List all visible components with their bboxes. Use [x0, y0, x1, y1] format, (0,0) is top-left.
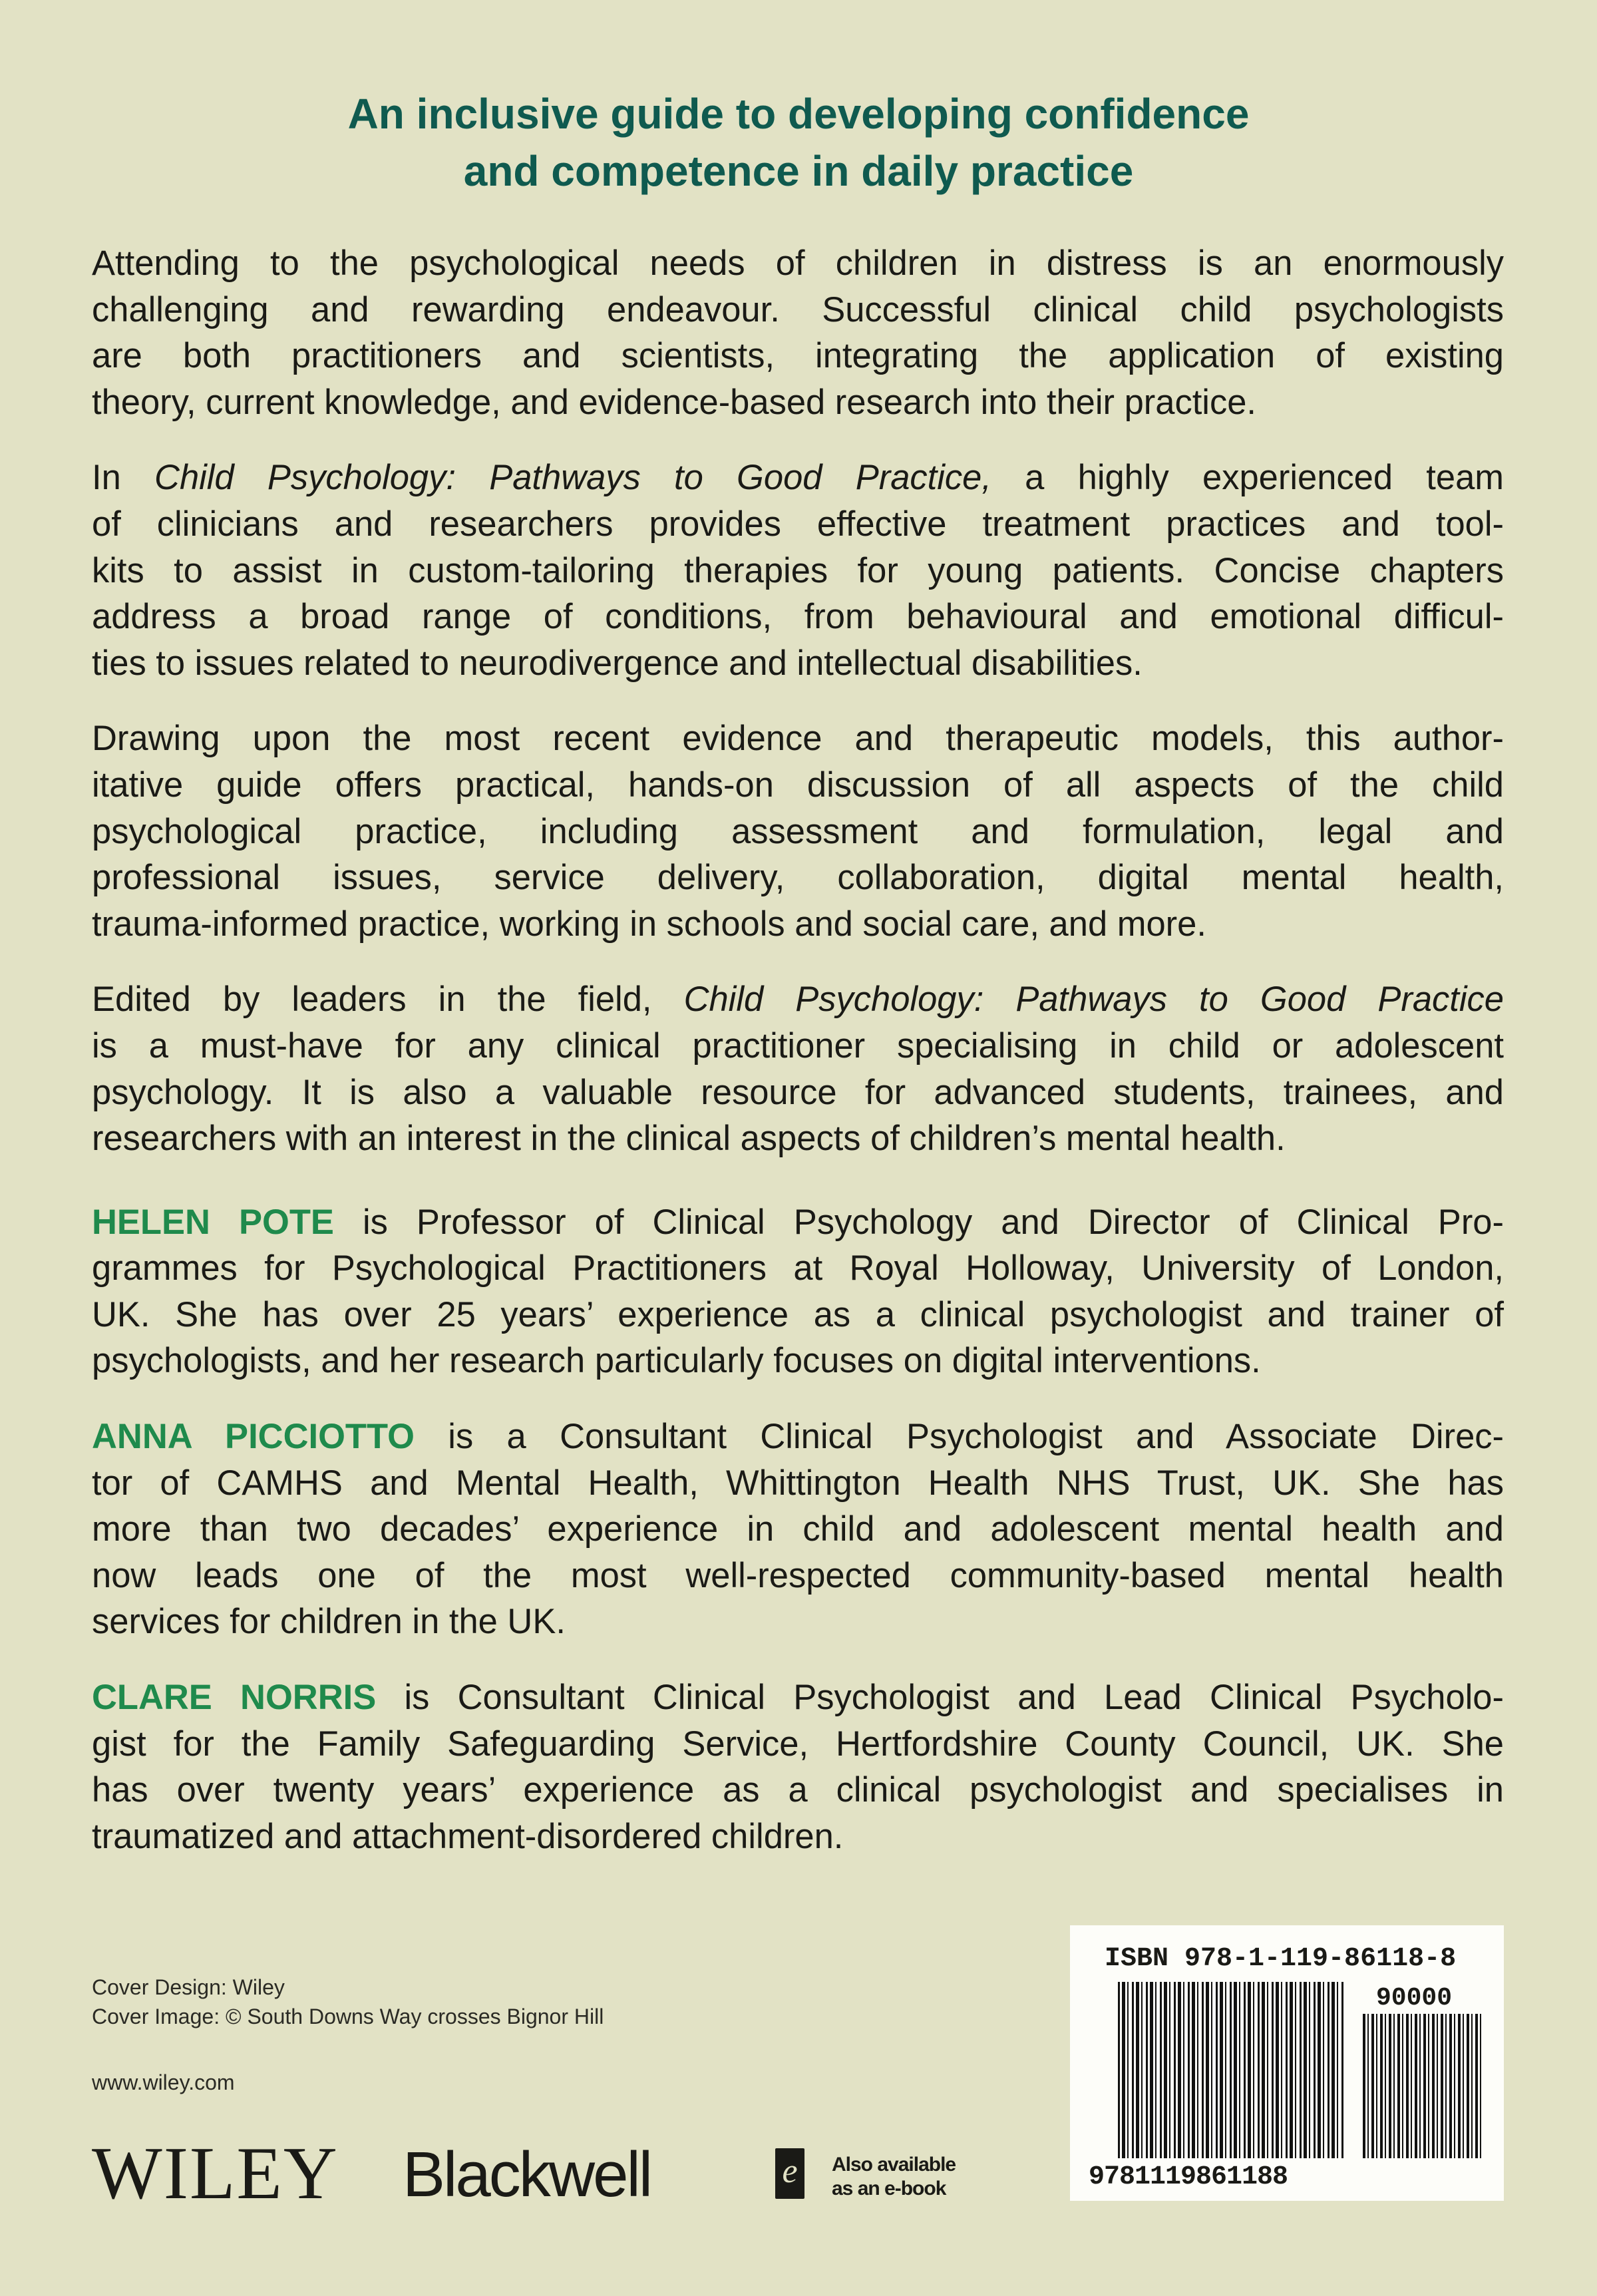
author-bio-3 — [92, 1674, 1504, 1859]
text-line — [92, 1460, 1504, 1507]
book-title: Child Psychology: Pathways to Good Practice — [683, 980, 1504, 1020]
author-name: HELEN POTE — [92, 1202, 334, 1242]
text-line — [92, 501, 1504, 548]
ebook-icon: e — [775, 2148, 804, 2199]
text-segment: more than two decades’ experience in child and adolescent mental health and — [92, 1509, 1504, 1549]
blackwell-logo: Blackwell — [403, 2139, 651, 2210]
ebook-line-1: Also available — [832, 2154, 956, 2176]
author-name: ANNA PICCIOTTO — [92, 1417, 415, 1457]
text-line — [92, 1245, 1504, 1292]
text-segment: now leads one of the most well-respected community-based mental health — [92, 1555, 1504, 1595]
text-line — [92, 1338, 1504, 1384]
headline-line-1: An inclusive guide to developing confidence — [347, 90, 1250, 138]
text-segment: is Consultant Clinical Psychologist and Lead Clinical Psycholo- — [376, 1678, 1504, 1718]
text-line — [92, 1199, 1504, 1246]
description-paragraphs — [92, 240, 1504, 1162]
description-paragraph-1 — [92, 240, 1504, 425]
text-segment: In — [92, 458, 155, 498]
text-segment: kits to assist in custom-tailoring therapies for young patients. Concise chapters — [92, 550, 1504, 590]
text-segment: traumatized and attachment-disordered children. — [92, 1816, 844, 1856]
ean-barcode-bars — [1118, 1982, 1344, 2158]
author-bios — [92, 1199, 1504, 1860]
author-bio-1 — [92, 1199, 1504, 1384]
text-line — [92, 1115, 1504, 1162]
text-line — [92, 379, 1504, 426]
text-line — [92, 455, 1504, 501]
price-addon-digits: 90000 — [1376, 1984, 1453, 2012]
text-line — [92, 762, 1504, 809]
book-title: Child Psychology: Pathways to Good Practice, — [154, 458, 991, 498]
description-paragraph-2 — [92, 455, 1504, 686]
text-segment: theory, current knowledge, and evidence-based research into their practice. — [92, 382, 1257, 422]
text-line — [92, 1553, 1504, 1599]
text-line — [92, 855, 1504, 901]
text-segment: ties to issues related to neurodivergence and intellectual disabilities. — [92, 643, 1143, 683]
cover-design-credit: Cover Design: Wiley — [92, 1975, 285, 1999]
text-segment: Drawing upon the most recent evidence and therapeutic models, this author- — [92, 719, 1504, 759]
author-name: CLARE NORRIS — [92, 1678, 377, 1718]
text-segment: of clinicians and researchers provides effective treatment practices and tool- — [92, 504, 1504, 544]
text-segment: is a Consultant Clinical Psychologist and Associate Direc- — [414, 1417, 1504, 1457]
author-bio-2 — [92, 1414, 1504, 1645]
text-line — [92, 1767, 1504, 1814]
text-line — [92, 1674, 1504, 1721]
website-link[interactable]: www.wiley.com — [92, 2070, 235, 2094]
text-segment: psychologists, and her research particularly focuses on digital interventions. — [92, 1341, 1261, 1381]
headline — [0, 85, 1597, 200]
text-line — [92, 901, 1504, 948]
description-paragraph-3 — [92, 715, 1504, 947]
text-segment: tor of CAMHS and Mental Health, Whittington Health NHS Trust, UK. She has — [92, 1463, 1504, 1503]
text-segment: a highly experienced team — [991, 458, 1505, 498]
text-segment: Attending to the psychological needs of children in distress is an enormously — [92, 244, 1504, 283]
text-line — [92, 548, 1504, 594]
text-line — [92, 333, 1504, 379]
addon-barcode-bars — [1363, 2014, 1483, 2158]
headline-line-2: and competence in daily practice — [463, 147, 1134, 195]
text-line — [92, 1069, 1504, 1116]
description-paragraph-4 — [92, 976, 1504, 1161]
text-segment: challenging and rewarding endeavour. Successful clinical child psychologists — [92, 289, 1504, 329]
text-segment: is Professor of Clinical Psychology and Director of Clinical Pro- — [333, 1202, 1504, 1242]
text-line — [92, 1599, 1504, 1645]
text-segment: itative guide offers practical, hands-on discussion of all aspects of the child — [92, 765, 1504, 805]
text-segment: UK. She has over 25 years’ experience as a clinical psychologist and trainer of — [92, 1294, 1504, 1334]
text-line — [92, 1721, 1504, 1768]
text-line — [92, 640, 1504, 687]
text-line — [92, 1292, 1504, 1338]
text-line — [92, 715, 1504, 762]
text-line — [92, 240, 1504, 287]
blurb-body — [92, 240, 1504, 1889]
ebook-line-2: as an e-book — [832, 2178, 946, 2200]
text-segment: professional issues, service delivery, collaboration, digital mental health, — [92, 858, 1504, 898]
text-segment: are both practitioners and scientists, integrating the application of existing — [92, 336, 1504, 376]
text-segment: address a broad range of conditions, from behavioural and emotional difficul- — [92, 597, 1504, 637]
text-line — [92, 1814, 1504, 1860]
isbn-text: ISBN 978-1-119-86118-8 — [1105, 1944, 1457, 1974]
wiley-logo: WILEY — [92, 2132, 339, 2215]
ebook-availability — [832, 2153, 956, 2201]
ean-digits: 9781119861188 — [1089, 2162, 1288, 2192]
text-line — [92, 1023, 1504, 1069]
text-line — [92, 594, 1504, 640]
text-line — [92, 287, 1504, 333]
cover-image-credit: Cover Image: © South Downs Way crosses Bignor Hill — [92, 2005, 604, 2028]
barcode-panel — [1070, 1925, 1504, 2201]
text-line — [92, 1414, 1504, 1460]
text-segment: psychology. It is also a valuable resource for advanced students, trainees, and — [92, 1072, 1504, 1112]
text-segment: trauma-informed practice, working in schools and social care, and more. — [92, 904, 1206, 944]
text-segment: has over twenty years’ experience as a clinical psychologist and specialises in — [92, 1770, 1504, 1810]
text-segment: is a must-have for any clinical practitioner specialising in child or adolescent — [92, 1026, 1504, 1065]
text-segment: researchers with an interest in the clinical aspects of children’s mental health. — [92, 1119, 1286, 1159]
text-segment: gist for the Family Safeguarding Service, Hertfordshire County Council, UK. She — [92, 1724, 1504, 1764]
text-line — [92, 976, 1504, 1023]
text-segment: services for children in the UK. — [92, 1602, 566, 1642]
text-line — [92, 809, 1504, 855]
text-segment: Edited by leaders in the field, — [92, 980, 684, 1020]
text-segment: psychological practice, including assessment and formulation, legal and — [92, 811, 1504, 851]
text-segment: grammes for Psychological Practitioners at Royal Holloway, University of London, — [92, 1248, 1504, 1288]
text-line — [92, 1506, 1504, 1553]
